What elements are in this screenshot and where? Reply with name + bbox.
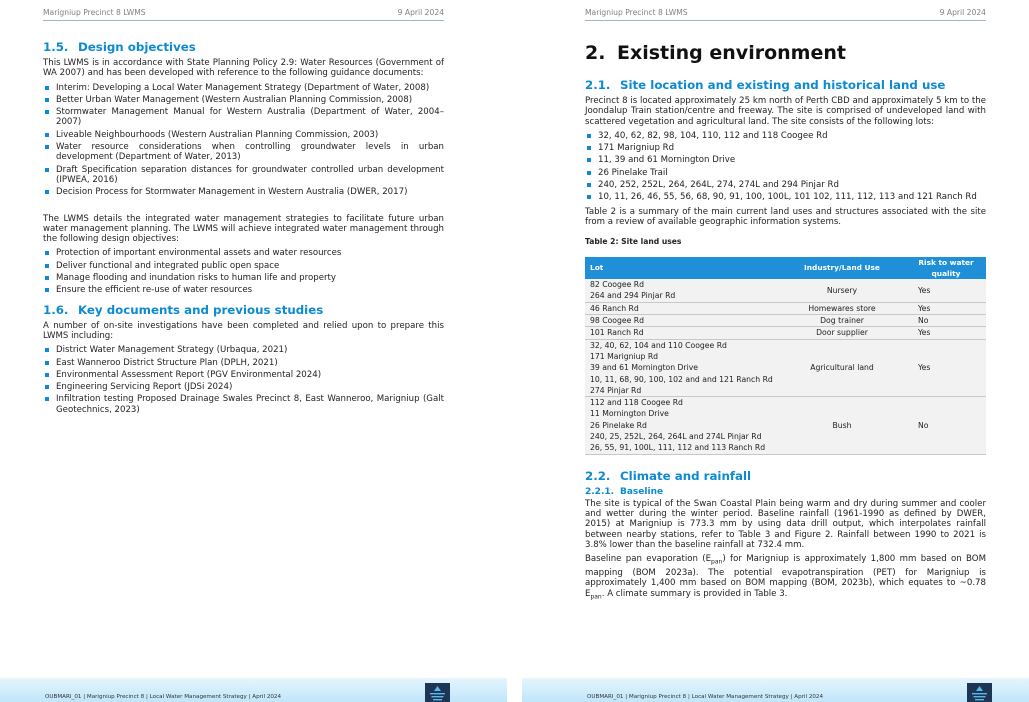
list-item: 11, 39 and 61 Mornington Drive bbox=[585, 155, 986, 165]
table-header-risk: Risk to water quality bbox=[903, 257, 986, 280]
chapter-heading-2: 2. Existing environment bbox=[585, 42, 846, 64]
lot-line: 26 Pinelake Rd bbox=[590, 420, 647, 430]
lot-line: 101 Ranch Rd bbox=[590, 328, 644, 338]
list-item: 26 Pinelake Trail bbox=[585, 168, 986, 178]
header-date: 9 April 2024 bbox=[939, 8, 986, 17]
table-row bbox=[585, 339, 986, 396]
table-cell-land-use: Agricultural land bbox=[778, 339, 903, 396]
table-header-land-use: Industry/Land Use bbox=[778, 257, 903, 280]
page-gutter bbox=[507, 0, 522, 702]
paragraph: The site is typical of the Swan Coastal Plain being warm and dry during summer and cooler and wetter during the winter period. Baseline rainfall (1961-1990 as defined by DWER, 2015) at Marigniup is 773.3 mm by using data drill output, which interpolates rainfall between nearby stations, refer to Table 3 and Figure 2. Rainfall between 1990 to 2021 is 3.8% lower than the baseline rainfall at 732.4 mm. bbox=[585, 498, 986, 550]
table-cell-lot bbox=[585, 315, 778, 327]
section-heading-2-1: 2.1. Site location and existing and historical land use bbox=[585, 78, 946, 92]
section-heading-2-2: 2.2. Climate and rainfall bbox=[585, 468, 752, 483]
paragraph: This LWMS is in accordance with State Planning Policy 2.9: Water Resources (Government of WA 2007) and has been developed with reference to the following guidance documents: bbox=[43, 58, 444, 79]
table-row bbox=[585, 302, 986, 314]
list-item: Interim: Developing a Local Water Management Strategy (Department of Water, 2008) bbox=[43, 83, 444, 93]
lot-line: 171 Marigniup Rd bbox=[590, 351, 659, 361]
table-row bbox=[585, 327, 986, 339]
subsection-heading-2-2-1: 2.2.1. Baseline bbox=[585, 486, 664, 497]
paragraph: Table 2 is a summary of the main current land uses and structures associated with the site from a review of available geographic information systems. bbox=[585, 206, 986, 227]
paragraph: A number of on-site investigations have been completed and relied upon to prepare this LWMS including: bbox=[43, 320, 444, 341]
company-logo-icon bbox=[425, 683, 450, 702]
table-row bbox=[585, 397, 986, 454]
lot-line: 10, 11, 68, 90, 100, 102 and and 121 Ranch Rd bbox=[590, 374, 773, 384]
table-cell-land-use: Nursery bbox=[778, 279, 903, 302]
list-item: Engineering Servicing Report (JDSi 2024) bbox=[43, 382, 444, 392]
table-cell-risk: Yes bbox=[903, 279, 986, 302]
list-item: Decision Process for Stormwater Management in Western Australia (DWER, 2017) bbox=[43, 187, 444, 197]
table-cell-land-use: Dog trainer bbox=[778, 315, 903, 327]
header-project: Marigniup Precinct 8 LWMS bbox=[43, 8, 146, 17]
table-cell-risk: Yes bbox=[903, 327, 986, 339]
list-item: Liveable Neighbourhoods (Western Australian Planning Commission, 2003) bbox=[43, 130, 444, 140]
lot-line: 274 Pinjar Rd bbox=[590, 385, 642, 395]
page-right bbox=[522, 0, 1029, 702]
section-heading-1-6: 1.6. Key documents and previous studies bbox=[43, 302, 324, 317]
table-cell-risk: No bbox=[903, 397, 986, 454]
bullet-list bbox=[43, 83, 444, 198]
lot-line: 39 and 61 Mornington Drive bbox=[590, 363, 699, 373]
lot-line: 46 Ranch Rd bbox=[590, 303, 639, 313]
list-item: East Wanneroo District Structure Plan (DPLH, 2021) bbox=[43, 358, 444, 368]
table-cell-land-use: Door supplier bbox=[778, 327, 903, 339]
page-footer bbox=[522, 678, 1029, 702]
list-item: 171 Marigniup Rd bbox=[585, 143, 986, 153]
table-cell-risk: No bbox=[903, 315, 986, 327]
page-header bbox=[585, 8, 986, 21]
list-item: 240, 252, 252L, 264, 264L, 274, 274L and 294 Pinjar Rd bbox=[585, 180, 986, 190]
lot-line: 11 Mornington Drive bbox=[590, 409, 669, 419]
list-item: Water resource considerations when controlling groundwater levels in urban development (Department of Water, 2013) bbox=[43, 142, 444, 163]
list-item: Protection of important environmental assets and water resources bbox=[43, 248, 444, 258]
page-header bbox=[43, 8, 444, 21]
table-cell-lot bbox=[585, 279, 778, 302]
lot-line: 240, 25, 252L, 264, 264L and 274L Pinjar Rd bbox=[590, 432, 762, 442]
lot-line: 32, 40, 62, 104 and 110 Coogee Rd bbox=[590, 340, 727, 350]
paragraph: Precinct 8 is located approximately 25 km north of Perth CBD and approximately 5 km to the Joondalup Train station/centre and freeway. The site is comprised of undeveloped land with scattered vegetation and agricultural land. The site consists of the following lots: bbox=[585, 96, 986, 127]
list-item: Environmental Assessment Report (PGV Environmental 2024) bbox=[43, 370, 444, 380]
list-item: 10, 11, 26, 46, 55, 56, 68, 90, 91, 100, 100L, 101 102, 111, 112, 113 and 121 Ranch Rd bbox=[585, 192, 986, 202]
footer-text: OUBMARI_01 | Marigniup Precinct 8 | Local Water Management Strategy | April 2024 bbox=[45, 694, 282, 700]
table-cell-risk: Yes bbox=[903, 339, 986, 396]
table-cell-lot bbox=[585, 339, 778, 396]
footer-text: OUBMARI_01 | Marigniup Precinct 8 | Local Water Management Strategy | April 2024 bbox=[587, 694, 824, 700]
paragraph: Baseline pan evaporation $(E_{pan})$ for Marigniup is approximately 1,800 mm based on BOM mapping (BOM 2023a). The potential evapotranspiration (PET) for Marigniup is approximately 1,400 mm based on BOM mapping (BOM, 2023b), which equates to ~0.78 $E_{pan}$. A climate summary is provided in Table 3. bbox=[585, 554, 986, 601]
table-header-lot: Lot bbox=[585, 257, 778, 280]
bullet-list bbox=[585, 131, 986, 203]
lot-line: 98 Coogee Rd bbox=[590, 316, 645, 326]
left-content bbox=[43, 40, 444, 419]
table-cell-lot bbox=[585, 397, 778, 454]
table-row bbox=[585, 315, 986, 327]
table-cell-land-use: Bush bbox=[778, 397, 903, 454]
page-footer bbox=[0, 678, 507, 702]
bullet-list bbox=[43, 345, 444, 415]
lot-line: 26, 55, 91, 100L, 111, 112 and 113 Ranch Rd bbox=[590, 443, 766, 453]
header-date: 9 April 2024 bbox=[397, 8, 444, 17]
lot-line: 82 Coogee Rd bbox=[590, 280, 645, 290]
table-caption: Table 2: Site land uses bbox=[585, 237, 682, 247]
list-item: Better Urban Water Management (Western Australian Planning Commission, 2008) bbox=[43, 95, 444, 105]
section-heading-1-5: 1.5. Design objectives bbox=[43, 40, 196, 54]
table-cell-lot bbox=[585, 327, 778, 339]
list-item: Manage flooding and inundation risks to human life and property bbox=[43, 273, 444, 283]
header-project: Marigniup Precinct 8 LWMS bbox=[585, 8, 688, 17]
company-logo-icon bbox=[967, 683, 992, 702]
lot-line: 112 and 118 Coogee Rd bbox=[590, 398, 683, 408]
lot-line: 264 and 294 Pinjar Rd bbox=[590, 291, 676, 301]
right-content bbox=[585, 40, 986, 607]
table-cell-lot bbox=[585, 302, 778, 314]
list-item: District Water Management Strategy (Urbaqua, 2021) bbox=[43, 345, 444, 355]
table-cell-land-use: Homewares store bbox=[778, 302, 903, 314]
list-item: Stormwater Management Manual for Western Australia (Department of Water, 2004–2007) bbox=[43, 107, 444, 128]
list-item: Draft Specification separation distances for groundwater controlled urban development (IPWEA, 2016) bbox=[43, 165, 444, 186]
table-cell-risk: Yes bbox=[903, 302, 986, 314]
table-row bbox=[585, 279, 986, 302]
list-item: 32, 40, 62, 82, 98, 104, 110, 112 and 118 Coogee Rd bbox=[585, 131, 986, 141]
site-land-uses-table bbox=[585, 257, 986, 455]
list-item: Infiltration testing Proposed Drainage Swales Precinct 8, East Wanneroo, Marigniup (Galt Geotechnics, 2023) bbox=[43, 394, 444, 415]
list-item: Deliver functional and integrated public open space bbox=[43, 261, 444, 271]
paragraph: The LWMS details the integrated water management strategies to facilitate future urban water management planning. The LWMS will achieve integrated water management through the following design objectives: bbox=[43, 213, 444, 245]
list-item: Ensure the efficient re-use of water resources bbox=[43, 285, 444, 295]
bullet-list bbox=[43, 248, 444, 295]
page-left bbox=[0, 0, 507, 702]
